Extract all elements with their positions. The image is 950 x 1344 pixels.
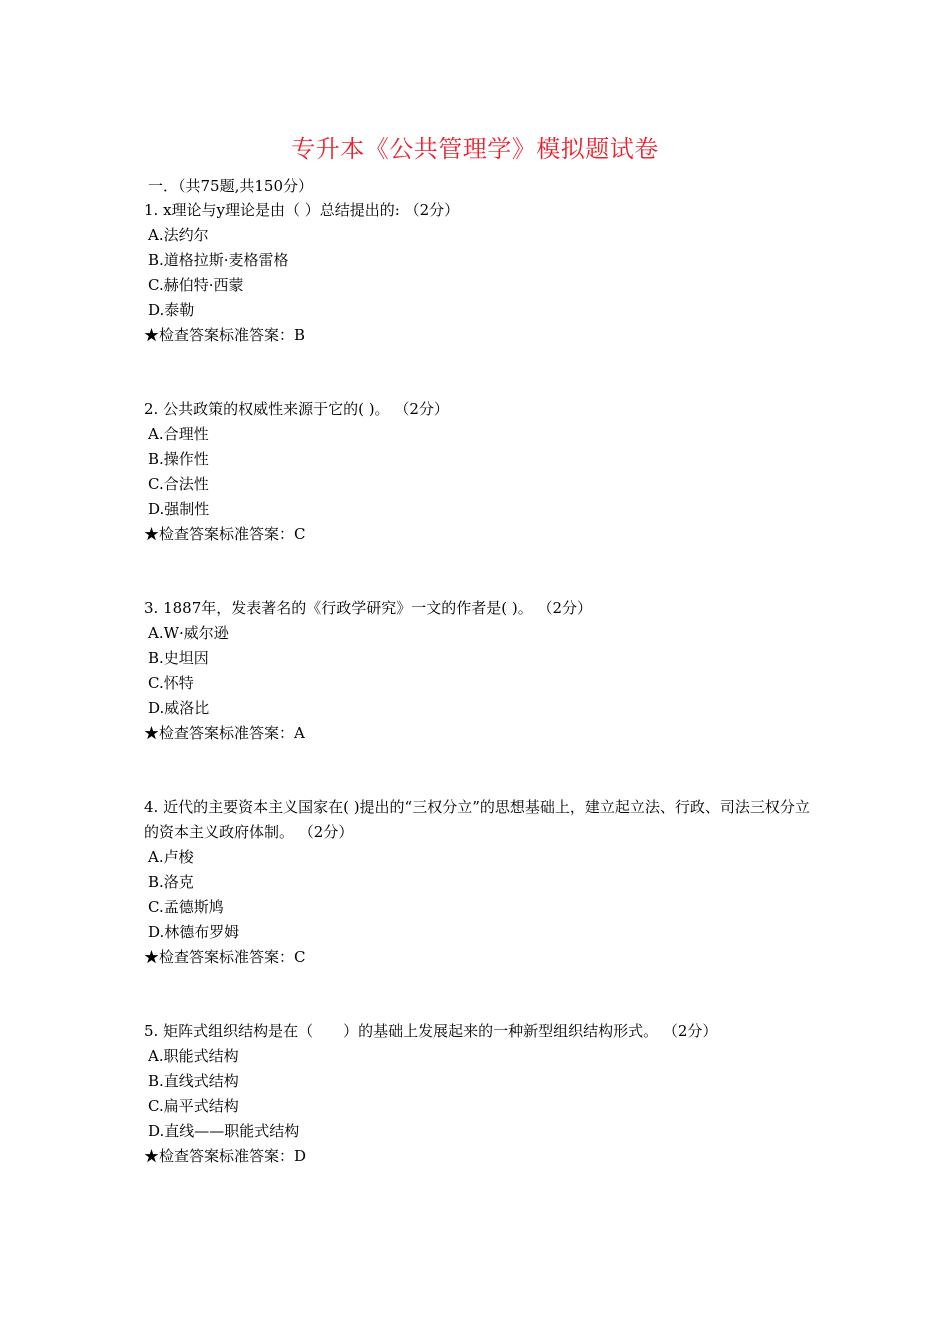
option-c: C.扁平式结构 xyxy=(148,1097,239,1115)
question-stem: 1. x理论与y理论是由（ ）总结提出的: （2分） xyxy=(144,201,460,219)
question-item xyxy=(144,596,824,746)
option-a: A.合理性 xyxy=(148,425,209,443)
option-b: B.道格拉斯·麦格雷格 xyxy=(148,251,289,269)
option-d: D.威洛比 xyxy=(148,699,210,717)
question-item xyxy=(144,1019,824,1169)
section-heading: 一．（共75题,共150分） xyxy=(148,177,313,195)
answer-line: ★检查答案标准答案：A xyxy=(144,724,305,742)
question-stem: 3. 1887年，发表著名的《行政学研究》一文的作者是( )。 （2分） xyxy=(144,599,593,617)
option-a: A.卢梭 xyxy=(148,848,194,866)
option-d: D.泰勒 xyxy=(148,301,195,319)
option-c: C.合法性 xyxy=(148,475,209,493)
answer-line: ★检查答案标准答案：B xyxy=(144,326,306,344)
question-stem: 2. 公共政策的权威性来源于它的( )。 （2分） xyxy=(144,400,449,418)
option-c: C.孟德斯鸠 xyxy=(148,898,224,916)
answer-line: ★检查答案标准答案：C xyxy=(144,525,306,543)
option-b: B.直线式结构 xyxy=(148,1072,239,1090)
question-item xyxy=(144,198,824,348)
answer-line: ★检查答案标准答案：D xyxy=(144,1147,307,1165)
option-a: A.职能式结构 xyxy=(148,1047,239,1065)
option-c: C.怀特 xyxy=(148,674,194,692)
answer-line: ★检查答案标准答案：C xyxy=(144,948,306,966)
option-b: B.洛克 xyxy=(148,873,194,891)
option-b: B.史坦因 xyxy=(148,649,209,667)
option-b: B.操作性 xyxy=(148,450,209,468)
question-stem: 4. 近代的主要资本主义国家在( )提出的“三权分立”的思想基础上，建立起立法、行政、司法三权分立的资本主义政府体制。 （2分） xyxy=(144,798,810,841)
question-item xyxy=(144,795,824,970)
option-a: A.法约尔 xyxy=(148,226,209,244)
option-d: D.直线——职能式结构 xyxy=(148,1122,300,1140)
option-c: C.赫伯特·西蒙 xyxy=(148,276,244,294)
question-stem: 5. 矩阵式组织结构是在（ ）的基础上发展起来的一种新型组织结构形式。 （2分） xyxy=(144,1022,718,1040)
option-d: D.林德布罗姆 xyxy=(148,923,240,941)
option-d: D.强制性 xyxy=(148,500,210,518)
option-a: A.W·威尔逊 xyxy=(148,624,229,642)
question-item xyxy=(144,397,824,547)
document-title: 专升本《公共管理学》模拟题试卷 xyxy=(291,135,659,163)
